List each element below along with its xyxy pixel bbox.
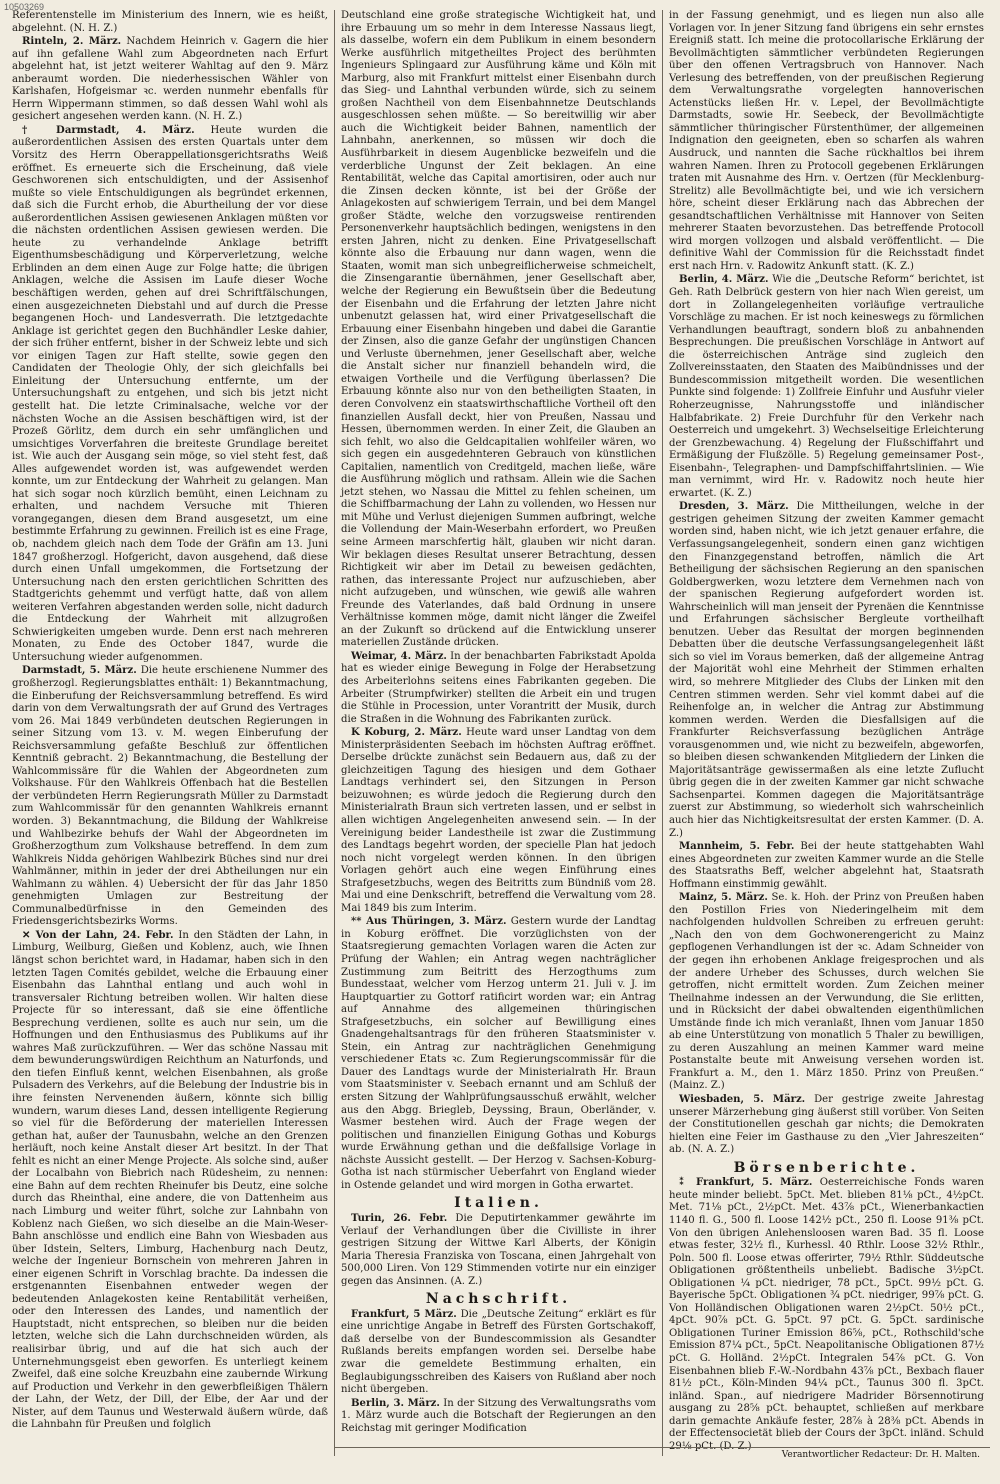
article-dateline: Mannheim, 5. Febr.	[679, 841, 795, 853]
article-text: in der Fassung genehmigt, und es liegen nun also alle Vorlagen vor. In jener Sitzung fand übrigens ein sehr ernstes Ereigniß statt. Ich meine die protocollarische Erklärung der Bevollmächtigten sämmtlicher verbündeten Regierungen über den offenen Vertragsbruch von Hannover. Nach Verlesung des betreffenden, von der preußischen Regierung dem Verwaltungsrathe vorgelegten hannoverischen Actenstücks ließen Hr. v. Lepel, der Bevollmächtigte Darmstadts, sowie Hr. Seebeck, der Bevollmächtigte sämmtlicher thüringischer Fürstenthümer, der allgemeinen Indignation den geeigneten, eben so scharfen als wahren Ausdruck, und nannten die Sache rückhaltlos bei ihrem wahren Namen. Ihren zu Protocoll gegebenen Erklärungen traten mit Ausnahme des Hrn. v. Oertzen (für Mecklenburg-Strelitz) alle Bevollmächtigte bei, und wie ich versichern höre, scheint dieser Erklärung nach das Abbrechen der gesandtschaftlichen Verhältnisse mit Hannover von Seiten mehrerer Staaten bevorzustehen. Das betreffende Protocoll wird morgen vollzogen und alsbald veröffentlicht. — Die definitive Wahl der Commission für die Reichsstadt findet erst nach Hrn. v. Radowitz Ankunft statt. (K. Z.)	[669, 10, 984, 272]
article	[669, 1094, 984, 1157]
article-dateline: Weimar, 4. März.	[351, 650, 447, 662]
article-text: Der gestrige zweite Jahrestag unserer Märzerhebung ging äußerst still vorüber. Von Seiten der Constitutionellen geschah gar nichts; die Demokraten hielten eine Feier im Gasthause zu den „Vier Jahreszeiten“ ab. (N. A. Z.)	[669, 1094, 984, 1156]
article-text: Referentenstelle im Ministerium des Innern, wie es heißt, abgelehnt. (N. H. Z.)	[12, 10, 328, 34]
column-3	[662, 10, 990, 1456]
article-text: Oesterreichische Fonds waren heute minder beliebt. 5pCt. Met. blieben 81⅛ pCt., 4½pCt. Met. 71⅛ pCt., 2½pCt. Met. 43⅞ pCt., Wienerbankactien 1140 fl. G., 500 fl. Loose 142½ pCt., 250 fl. Loose 91⅜ pCt. Von den übrigen Anlehensloosen waren Bad. 35 fl. Loose etwas fester, 32½ fl., Kurhessl. 40 Rthlr. Loose 32½ Rthlr., Poln. 500 fl. Loose etwas offerirter, 79½ Rthlr. Süddeutsche Obligationen größtentheils unbeliebt. Badische 3½pCt. Obligationen ¼ pCt. niedriger, 78 pCt., 5pCt. 99½ pCt. G. Bayerische 5pCt. Obligationen ¾ pCt. niedriger, 99⅞ pCt. G. Von Holländischen Obligationen waren 2½pCt. 50½ pCt., 4pCt. 90⅞ pCt. G. 5pCt. 97 pCt. G. 5pCt. sardinische Obligationen Turiner Emission 86⅝, pCt., Rothschild'sche Emission 87¼ pCt., 5pCt. Neapolitanische Obligationen 87½ pCt. G. Holländ. 2½pCt. Integralen 54⅞ pCt. G. Von Eisenbahnen blieb F.-W.-Nordbahn 43⅞ pCt., Bexbach flauer 81½ pCt., Köln-Minden 94¼ pCt., Taunus 300 fl. 3pCt. inländ. Span., auf niedrigere Madrider Börsennotirung ausgang zu 28⅝ pCt. behauptet, schließen auf merkbare darin gemachte Ankäufe fester, 28⅞ à 28⅜ pCt. Abends in der Effectensocietät blieb der Cours der 3pCt. inländ. Schuld 29⅛ pCt. (D. Z.)	[669, 1177, 985, 1452]
scan-id: 10503269	[4, 2, 45, 12]
article	[12, 125, 328, 665]
article-dateline: Berlin, 4. März.	[679, 274, 769, 286]
article-text: Bei der heute stattgehabten Wahl eines Abgeordneten zur zweiten Kammer wurde an die Stelle des Staatsraths Beff, welcher abgelehnt hat, Staatsrath Hoffmann einstimmig gewählt.	[669, 841, 984, 890]
section-heading: Italien.	[454, 1195, 543, 1212]
article	[12, 36, 328, 124]
article-text: Heute wurden die außerordentlichen Assisen des ersten Quartals unter dem Vorsitz des Herrn Oberappellationsgerichtsraths Weiß eröffnet. Es erneuerte sich die Erscheinung, daß viele Geschworenen sich entschuldigten, und der Assisenhof mußte so viele Entschuldigungen als begründet erkennen, daß sich die Furcht erhob, die Aburtheilung der vor diese außerordentlichen Assisen gewiesenen Anklagen müßten vor die nächsten ordentlichen Assisen gewiesen werden. Die heute zu verhandelnde Anklage betrifft Eigenthumsbeschädigung und Körperverletzung, welche Erblinden an dem einen Auge zur Folge hatte; die übrigen Anklagen, welche die Assisen im Laufe dieser Woche beschäftigen werden, gehen auf drei Schriftfälschungen, einen ausgezeichneten Diebstahl und auf durch die Presse begangenen Hoch- und Landesverrath. Die letztgedachte Anklage ist gerichtet gegen den Buchhändler Leske dahier, der sich früher entfernt, bisher in der Schweiz lebte und sich vor einigen Tagen zur Haft stellte, sowie gegen den Candidaten der Theologie Ohly, der sich gleichfalls bei Einleitung der Untersuchung entfernte, um der Untersuchungshaft zu entgehen, und sich bis jetzt nicht gestellt hat. Die letzte Criminalsache, welche vor der nächsten Woche an die Assisen beschäftigen wird, ist der Prozeß Görlitz, dem durch ein sehr umfänglichen und umsichtiges Vorverfahren die breiteste Grundlage bereitet ist. Wie auch der Ausgang sein möge, so viel steht fest, daß Alles aufgewendet worden ist, was aufgewendet werden konnte, um zur Entdeckung der Wahrheit zu gelangen. Man hat sich sogar noch kürzlich bemüht, einen Leichnam zu erhalten, und nachdem Versuche mit Thieren vorangegangen, diesen dem Brand ausgesetzt, um eine bestimmte Erfahrung zu gewinnen. Freilich ist es eine Frage, ob, nachdem gleich nach dem Tode der Gräfin am 13. Juni 1847 großherzogl. Hofgericht, davon ausgehend, daß diese durch einen Unfall umgekommen, die Fortsetzung der Untersuchung nach den ersten gerichtlichen Schritten des Stadtgerichts gehemmt und verfügt hatte, daß von allem weiteren Verfahren abgestanden werden solle, nicht dadurch die Entdeckung der Wahrheit mit allzugroßen Schwierigkeiten umgeben wurde. Denn erst nach mehreren Monaten, zu Ende des October 1847, wurde die Untersuchung wieder aufgenommen.	[12, 124, 328, 663]
article-dateline: Dresden, 3. März.	[679, 501, 789, 513]
article	[12, 10, 328, 35]
article-dateline: Mainz, 5. März.	[679, 892, 768, 904]
section-heading: Börsenberichte.	[733, 1159, 920, 1176]
article-dateline: † Darmstadt, 4. März.	[22, 124, 195, 136]
article	[341, 916, 656, 1192]
article-text: Die Deputirtenkammer gewährte im Verlauf der Verhandlungen über die Civilliste in ihrer gestrigen Sitzung der Wittwe Karl Alberts, der Königin Maria Theresia Franziska von Toscana, einen Jahrgehalt von 500,000 Liren. Von 129 Stimmenden votirte nur ein einziger gegen das Ansinnen. (A. Z.)	[341, 1212, 656, 1287]
article-dateline: ✕ Von der Lahn, 24. Febr.	[22, 929, 174, 941]
article-text: Heute ward unser Landtag von dem Ministerpräsidenten Seebach im höchsten Auftrag eröffnet. Derselbe drückte zunächst sein Bedauern aus, daß zu der gleichzeitigen Tagung des hiesigen und dem Gothaer Landtags verhindert sei, den Sitzungen in Person beizuwohnen; es würde jedoch die Regierung durch den Ministerialrath Braun sich vertreten lassen, und er selbst in allen wichtigen Angelegenheiten anwesend sein. — In der Vereinigung beider Landestheile ist zwar die Zustimmung des Landtags begehrt worden, der specielle Plan hat jedoch noch nicht vorgelegt werden können. In den übrigen Vorlagen gehört auch eine wegen Einführung eines Strafgesetzbuchs, wegen des Beitritts zum Bündniß vom 28. Mai und eine Denkschrift, betreffend die Verwaltung vom 28. Mai 1849 bis zum Interim.	[341, 727, 657, 914]
article-dateline: Berlin, 3. März.	[351, 1397, 440, 1409]
article	[341, 1309, 656, 1397]
article	[669, 1177, 984, 1453]
article-dateline: ** Aus Thüringen, 3. März.	[351, 916, 507, 928]
article	[341, 651, 656, 726]
article-text: Die Mittheilungen, welche in der gestrigen geheimen Sitzung der zweiten Kammer gemacht worden sind, haben nicht, wie ich jetzt genauer erfahre, die Verfassungsangelegenheit, sondern einen ganz wichtigen den Finanzgegenstand betroffen, nämlich die Art Betheiligung der sächsischen Regierung an den spanischen Goldbergwerken, wozu letztere dem Vernehmen nach von der spanischen Regierung aufgefordert worden ist. Wahrscheinlich will man jenseit der Pyrenäen die Kenntnisse und Erfahrungen sächsischer Bergleute vortheilhaft benutzen. Ueber das Resultat der morgen beginnenden Debatten über die deutsche Verfassungsangelegenheit läßt sich so viel im Voraus bemerken, daß der allgemeine Antrag der Majorität wohl eine Mehrheit der Stimmen erhalten wird, so mehrere Mitglieder des Clubs der Linken mit den Centren stimmen werden. Sehr viel kommt dabei auf die Reihenfolge an, in welcher die Antrag zur Abstimmung kommen werden. Werden die Diesfallsigen auf die Frankfurter Reichsverfassung bezüglichen Anträge vorausgenommen und, wie nicht zu bezweifeln, abgeworfen, so bleiben diesen schwankenden Mitgliedern der Linken die Majoritätsanträge gewissermaßen als eine letzte Zuflucht übrig gegen die in der zweiten Kammer gar nicht schwache Sachsenpartei. Kommen dagegen die Majoritätsanträge zuerst zur Abstimmung, so wiederholt sich wahrscheinlich auch hier das Nichtigkeitsresultat der ersten Kammer. (D. A. Z.)	[669, 501, 985, 839]
article	[341, 727, 656, 915]
editor-footer: Verantwortlicher Redacteur: Dr. H. Malten.	[335, 1447, 990, 1460]
section-heading: Nachschrift.	[425, 1291, 572, 1308]
article-text: Gestern wurde der Landtag in Koburg eröffnet. Die vorzüglichsten von der Staatsregierung gemachten Vorlagen waren die Acten zur Prüfung der Wahlen; ein Antrag wegen nachträglicher Zustimmung zum Beitritt des Herzogthums zum Bundesstaat, welcher vom Herzog unterm 21. Juli v. J. im Hauptquartier zu Gottorf ratificirt worden war; ein Antrag auf Annahme des allgemeinen thüringischen Strafgesetzbuchs, ein solcher auf Bewilligung eines Gnadengehaltsantrags für den früheren Staatsminister v. Stein, ein Antrag zur nachträglichen Genehmigung verschiedener Etats ꝛc. Zum Regierungscommissär für die Dauer des Landtags wurde der Ministerialrath Hr. Braun vom Staatsminister v. Seebach ernannt und am Schluß der ersten Sitzung der Wahlprüfungsausschuß erwählt, welcher aus den Abgg. Briegleb, Deyssing, Braun, Oberländer, v. Wasmer bestehen wird. Auch der Frage wegen der politischen und finanziellen Einigung Gothas und Koburgs wurde Erwähnung gethan und die deßfallsige Vorlage in nächste Aussicht gestellt. — Der Herzog v. Sachsen-Koburg-Gotha ist nach stürmischer Ueberfahrt von England wieder in Ostende gelandet und wird morgen in Gotha erwartet.	[341, 916, 656, 1191]
article-text: In der Sitzung des Verwaltungsraths vom 1. März wurde auch die Botschaft der Regierungen an den Reichstag mit geringer Modification	[341, 1397, 656, 1434]
article	[669, 501, 984, 840]
article-text: Nachdem Heinrich v. Gagern die hier auf ihn gefallene Wahl zum Abgeordneten nach Erfurt abgelehnt hat, ist jetzt weiterer Wahltag auf den 9. März anberaumt worden. Die niederhessischen Wähler von Karlshafen, Hofgeismar ꝛc. werden nunmehr ebenfalls für Herrn Wippermann stimmen, so daß dessen Wahl wohl als gesichert angesehen werden kann. (N. H. Z.)	[12, 36, 328, 123]
article-dateline: Darmstadt, 5. März.	[22, 665, 137, 677]
article-text: Se. k. Hoh. der Prinz von Preußen haben den Postillon Fries von Niederingelheim mit dem nachfolgenden huldvollen Schreiben zu erfreuen geruht: „Nach den von dem Gochwonerengericht zu Mainz gepflogenen Verhandlungen ist der ꝛc. Adam Schneider von der gegen ihn erhobenen Anklage freigesprochen und als der andere Urheber des Schusses, durch welchen Sie getroffen, nicht ermittelt worden. Zum Zeichen meiner Theilnahme indessen an der Verwundung, die Sie erlitten, und in Rücksicht der dabei obwaltenden eigenthümlichen Umstände finde ich mich veranlaßt, Ihnen vom Januar 1850 ab eine Unterstützung von monatlich 5 Thaler zu bewilligen, zu deren Auszahlung an meinen Kammer ward meine Postanstalte beute mit Anweisung versehen worden ist. Frankfurt a. M., den 1. März 1850. Prinz von Preußen.“ (Mainz. Z.)	[669, 892, 985, 1092]
article-dateline: ⁑ Frankfurt, 5. März.	[679, 1177, 813, 1189]
article-dateline: Rinteln, 2. März.	[22, 36, 122, 48]
article	[12, 665, 328, 928]
article-text: Die heute erschienene Nummer des großherzogl. Regierungsblattes enthält: 1) Bekanntmachung, die Einberufung der Reichsversammlung betreffend. Es wird darin von dem Verwaltungsrath der auf Grund des Vertrages vom 26. Mai 1849 verbündeten deutschen Regierungen in seiner Sitzung vom 13. v. M. wegen Einberufung der Reichsversammlung gefaßte Beschluß zur öffentlichen Kenntniß gebracht. 2) Bekanntmachung, die Bestellung der Wahlcommissäre für die Wahlen der Abgeordneten zum Volkshause. Für den Wahlkreis Offenbach hat die Bestellen der verbündeten Herrn Regierungsrath Müller zu Darmstadt zum Wahlcommissär für den genannten Wahlkreis ernannt worden. 3) Bekanntmachung, die Bildung der Wahlkreise und Wahlbezirke behufs der Wahl der Abgeordneten im Großherzogthum zum Volkshause betreffend. In dem zum Wahlkreis Nidda gehörigen Wahlbezirk Büches sind nur drei Wahlmänner, mithin in jeder der drei Abtheilungen nur ein Wahlmann zu wählen. 4) Uebersicht der für das Jahr 1850 genehmigten Umlagen zur Bestreitung der Communalbedürfnisse in den Gemeinden des Friedensgerichtsbezirks Worms.	[12, 665, 328, 928]
article	[669, 274, 984, 500]
article	[341, 1398, 656, 1436]
column-2	[334, 10, 662, 1456]
article	[669, 10, 984, 273]
article	[12, 930, 328, 1432]
article-text: Wie die „Deutsche Reform“ berichtet, ist Geh. Rath Delbrück gestern von hier nach Wien gereist, um dort in Zollangelegenheiten vorläufige vertrauliche Vorschläge zu machen. Er ist noch keineswegs zu förmlichen Verhandlungen beauftragt, sondern bloß zu anbahnenden Besprechungen. Die preußischen Vorschläge in Antwort auf die österreichischen Anträge sind zugleich den Zollvereinsstaaten, den Staaten des Maibündnisses und der Bundescommission mitgetheilt worden. Die wesentlichen Punkte sind folgende: 1) Zollfreie Einfuhr und Ausfuhr vieler Roherzeugnisse, Nahrungsstoffe und inländischer Halbfabrikate. 2) Freie Durchfuhr für den Verkehr nach Oesterreich und umgekehrt. 3) Wechselseitige Erleichterung der Grenzbewachung. 4) Regelung der Flußschiffahrt und Ermäßigung der Flußzölle. 5) Regelung gemeinsamer Post-, Eisenbahn-, Telegraphen- und Dampfschiffahrtslinien. — Wie man vernimmt, wird Hr. v. Radowitz noch heute hier erwartet. (K. Z.)	[669, 274, 985, 499]
article-text: In der benachbarten Fabrikstadt Apolda hat es wieder einige Bewegung in Folge der Herabsetzung des Arbeiterlohns seitens eines Fabrikanten gegeben. Die Arbeiter (Strumpfwirker) stellten die Arbeit ein und trugen die Stühle in Procession, unter Vorantritt der Musik, durch die Straßen in die Wohnung des Fabrikanten zurück.	[341, 650, 656, 725]
article-text: In den Städten der Lahn, in Limburg, Weilburg, Gießen und Koblenz, auch, wie Ihnen längst schon berichtet ward, in Hadamar, haben sich in den letzten Tagen Comités gebildet, welche die Erbauung einer Eisenbahn das Lahnthal entlang und auch wohl in transversaler Richtung betreiben wollen. Wir halten diese Projecte für so interessant, daß sie eine öffentliche Besprechung verdienen, sollte es auch nur sein, um die Hoffnungen und den Enthusiasmus des Publikums auf ihr wahres Maß zurückzuführen. — Wer das schöne Nassau mit dem bewunderungswürdigen Reichthum an Naturfonds, und den tiefen Einfluß kennt, welchen Eisenbahnen, als große Pulsadern des Verkehrs, auf die Belebung der Industrie bis in ihre feinsten Nervenenden äußern, könnte sich billig wundern, warum dieses Land, dessen intelligente Regierung so viel für die Beförderung der materiellen Interessen gethan hat, außer der Taunusbahn, welche an den Grenzen herläuft, noch keine Anstalt dieser Art besitzt. In der That fehlt es nicht an einer Menge Projecte. Als solche sind, außer der Localbahn von Biebrich nach Rüdesheim, zu nennen: eine Bahn auf dem rechten Rheinufer bis Deutz, eine solche durch das Rheinthal, eine andere, die von Dattenheim aus nach Limburg und weiter führt, solche zur Lahnbahn von Koblenz nach Gießen, wo sich dieselbe an die Main-Weser-Bahn anschlösse und endlich eine Bahn von Wiesbaden aus über Idstein, Selters, Limburg, Hachenburg nach Deutz, welche der Ingenieur Bornschein von mehreren Jahren in einer eigenen Schrift in Vorschlag brachte. Da indessen die erstgenannten Eisenbahnen entweder wegen der bedeutenden Anlagekosten keine Rentabilität verheißen, oder den Interessen des Landes, und namentlich der Hauptstadt, nicht entsprechen, so bleiben nur die beiden letzten, welche sich die Lahn durchschneiden würden, als realisirbar übrig, und auf die hat sich auch der Unternehmungsgeist eben geworfen. Es unterliegt keinem Zweifel, daß eine solche Kreuzbahn eine zaubernde Wirkung auf Production und Verkehr in den gewerbfleißigen Thälern der Lahn, der Wetz, der Dill, der Elbe, der Aar und der Nister, auf dem Taunus und Westerwald äußern würde, daß die Lahnbahn für Preußen und folglich	[12, 929, 328, 1431]
article-text: Die „Deutsche Zeitung“ erklärt es für eine unrichtige Angabe in Betreff des Fürsten Gortschakoff, daß derselbe von der Bundescommission als Gesandter Rußlands bereits empfangen worden sei. Derselbe habe zwar die gemeldete Bestimmung erhalten, ein Beglaubigungsschreiben des Kaisers von Rußland aber noch nicht übergeben.	[341, 1308, 656, 1396]
article	[669, 841, 984, 891]
article-dateline: Turin, 26. Febr.	[351, 1212, 448, 1224]
article	[341, 10, 656, 650]
article	[341, 1213, 656, 1288]
newspaper-page	[6, 10, 992, 1456]
article	[669, 892, 984, 1093]
article-dateline: K Koburg, 2. März.	[351, 727, 462, 739]
article-dateline: Frankfurt, 5 März.	[351, 1308, 457, 1320]
article-dateline: Wiesbaden, 5. März.	[679, 1094, 806, 1106]
article-text: Deutschland eine große strategische Wichtigkeit hat, und ihre Erbauung um so mehr in dem Interesse Nassaus liegt, als dasselbe, wofern ein dem Publikum in einem besondern Werke ausführlich mitgetheiltes Project des berühmten Ingenieurs Splingaard zur Ausführung käme und Köln mit Marburg, also mit Frankfurt mittelst einer Eisenbahn durch das Sieg- und Lahnthal verbunden würde, sich zu seinem großen Nachtheil von dem Eisenbahnnetze Deutschlands ausgeschlossen sehen müßte. — So bereitwillig wir aber auch die Wichtigkeit beider Bahnen, namentlich der Lahnbahn, anerkennen, so müssen wir doch die Ausführbarkeit in diesem Augenblicke bezweifeln und die verderbliche Ungunst der Zeit beklagen. An eine Rentabilität, welche das Capital amortisiren, oder auch nur die Zinsen decken könnte, ist bei der Größe der Anlagekosten auf schwierigem Terrain, und bei dem Mangel großer Städte, welche den vorzugsweise rentirenden Personenverkehr hauptsächlich bedingen, wenigstens in den ersten Jahren, nicht zu denken. Eine Privatgesellschaft könnte also die Erbauung nur dann wagen, wenn die Staaten, womit man sich unbegreiflicherweise schmeichelt, die Zinsengarantie übernähmen, jener Gesellschaft aber, welche der Regierung ein Bewußtsein über die Bedeutung der Eisenbahn und die Erfahrung der letzten Jahre nicht unbenutzt gelassen hat, wird einer Privatgesellschaft die Erbauung einer Eisenbahn hingeben und dabei die Garantie der Zinsen, also die ganze Gefahr der ungünstigen Chancen und Verluste übernehmen, jener Gesellschaft aber, welche die Anstalt sicher nur finanziell behandeln wird, die etwaigen Vortheile und die Verfügung überlassen? Die Erbauung könnte also nur von den betheiligten Staaten, in deren Convolvenz ein staatswirthschaftliche Vortheil oft den finanziellen Ausfall deckt, hier von Preußen, Nassau und Hessen, übernommen werden. In einer Zeit, die Glauben an sich fehlt, wo also die Geldcapitalien wohlfeiler wären, wo sich gegen ein ausgedehnteren Gebrauch von künstlichen Capitalien, namentlich von Creditgeld, machen ließe, wäre die Ausführung möglich und rathsam. Allein wie die Sachen jetzt stehen, wo Nassau die Mittel zu fehlen scheinen, um die Schiffbarmachung der Lahn zu vollenden, wo Hessen nur mit Mühe und Verlust diejenigen Summen aufbringt, welche die Vollendung der Main-Weserbahn erfordert, wo Preußen seine Armeen marschfertig hält, glauben wir nicht daran. Wir beklagen dieses Resultat unserer Betrachtung, dessen Richtigkeit wir aber im Detail zu beweisen gedächten, rathen, das interessante Project nur aufzuschieben, aber nicht aufzugeben, und wünschen, wie gewiß alle wahren Freunde des Vaterlandes, daß bald Ordnung in unsere Verhältnisse kommen möge, damit nicht länger die Zweifel an der Zukunft so drückend auf die Entwicklung unserer materiellen Zustände drücken.	[341, 10, 656, 649]
column-1	[6, 10, 334, 1456]
